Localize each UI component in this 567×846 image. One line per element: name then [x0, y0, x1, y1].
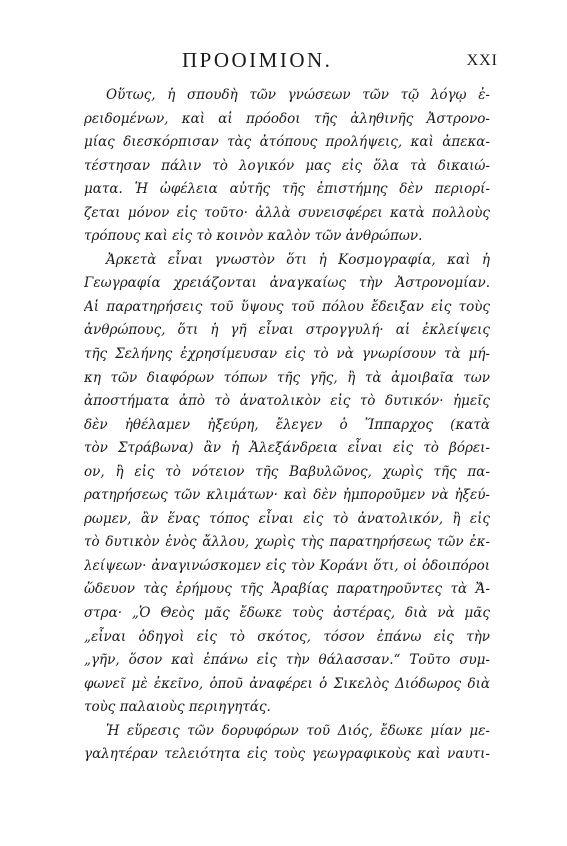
body-text — [84, 84, 490, 767]
text-line: ζεται μόνον εἰς τοῦτο· ἀλλὰ συνεισφέρει κατὰ πολλοὺς — [84, 204, 490, 221]
text-line: ρειδομένων, καὶ αἱ πρόοδοι τῆς ἀληθινῆς Ἀστρονο- — [84, 110, 490, 127]
text-line: γαλητέραν τελειότητα εἰς τοὺς γεωγραφικοὺς καὶ ναυτι- — [84, 746, 490, 763]
text-line: ρατηρήσεως τῶν κλιμάτων· καὶ δὲν ἠμποροῦμεν νὰ ἠξεύ- — [84, 487, 490, 504]
text-line: Αἱ παρατηρήσεις τοῦ ὕψους τοῦ πόλου ἔδειξαν εἰς τοὺς — [84, 298, 490, 315]
text-line: τέστησαν πάλιν τὸ λογικόν μας εἰς ὅλα τὰ δικαιώ- — [84, 157, 490, 174]
text-line: τῆς Σελήνης ἐχρησίμευσαν εἰς τὸ νὰ γνωρίσουν τὰ μή- — [84, 346, 490, 363]
text-line: τὸν Στράβωνα) ἂν ἡ Ἀλεξάνδρεια εἶναι εἰς τὸ βόρει- — [84, 440, 490, 457]
text-line: Οὕτως, ἡ σπουδὴ τῶν γνώσεων τῶν τῷ λόγῳ ἐ- — [106, 87, 490, 103]
text-line: „γῆν, ὅσον καὶ ἐπάνω εἰς τὴν θάλασσαν.“ Τοῦτο συμ- — [84, 652, 490, 669]
text-line: Ἀρκετὰ εἶναι γνωστὸν ὅτι ἡ Κοσμογραφία, καὶ ἡ — [106, 251, 490, 268]
text-line: ρωμεν, ἂν ἕνας τόπος εἶναι εἰς τὸ ἀνατολικόν, ἢ εἰς — [84, 510, 490, 527]
page-number: XXI — [466, 52, 498, 69]
text-line: Ἡ εὕρεσις τῶν δορυφόρων τοῦ Διός, ἔδωκε μίαν με- — [106, 722, 490, 739]
running-title: ΠΡΟΟΙΜΙΟΝ. — [182, 48, 333, 72]
text-line: ον, ἢ εἰς τὸ νότειον τῆς Βαβυλῶνος, χωρὶς τῆς πα- — [84, 463, 490, 480]
text-line: στρα· „Ὁ Θεὸς μᾶς ἔδωκε τοὺς ἀστέρας, διὰ νὰ μᾶς — [84, 605, 490, 622]
text-line: ἀποστήματα ἀπὸ τὸ ἀνατολικὸν εἰς τὸ δυτικόν· ἡμεῖς — [84, 393, 490, 410]
text-line: τὸ δυτικὸν ἑνὸς ἄλλου, χωρὶς τὴς παρατηρήσεως τῶν ἐκ- — [84, 534, 490, 551]
text-line: τοὺς παλαιοὺς περιηγητάς. — [84, 699, 271, 716]
text-line: δὲν ἠθέλαμεν ἠξεύρη, ἔλεγεν ὁ Ἵππαρχος (κατὰ — [84, 416, 490, 433]
text-line: ματα. Ἡ ὠφέλεια αὐτῆς τῆς ἐπιστήμης δὲν περιορί- — [84, 181, 490, 198]
text-line: ὥδευον τὰς ἐρήμους τῆς Ἀραβίας παρατηροῦντες τὰ Ἄ- — [84, 581, 490, 598]
text-line: λείψεων· ἀναγινώσκομεν εἰς τὸν Κοράνι ὅτι, οἱ ὁδοιπόροι — [84, 557, 490, 574]
text-line: „εἶναι ὁδηγοὶ εἰς τὸ σκότος, τόσον ἐπάνω εἰς τὴν — [84, 628, 490, 645]
text-line: τρόπους καὶ εἰς τὸ κοινὸν καλὸν τῶν ἀνθρώπων. — [84, 228, 423, 245]
text-line: φωνεῖ μὲ ἐκεῖνο, ὁποῦ ἀναφέρει ὁ Σικελὸς Διόδωρος διὰ — [84, 675, 490, 692]
text-line: μίας διεσκόρπισαν τὰς ἀτόπους προλήψεις, καὶ ἀπεκα- — [84, 134, 490, 151]
text-line: Γεωγραφία χρειάζονται ἀναγκαίως τὴν Ἀστρονομίαν. — [84, 275, 490, 292]
text-line: κη τῶν διαφόρων τόπων τῆς γῆς, ἢ τὰ ἀμοιβαῖα των — [84, 369, 490, 386]
running-head — [80, 44, 498, 74]
text-line: ἀνθρώπους, ὅτι ἡ γῆ εἶναι στρογγυλή· αἱ ἐκλείψεις — [84, 322, 490, 339]
